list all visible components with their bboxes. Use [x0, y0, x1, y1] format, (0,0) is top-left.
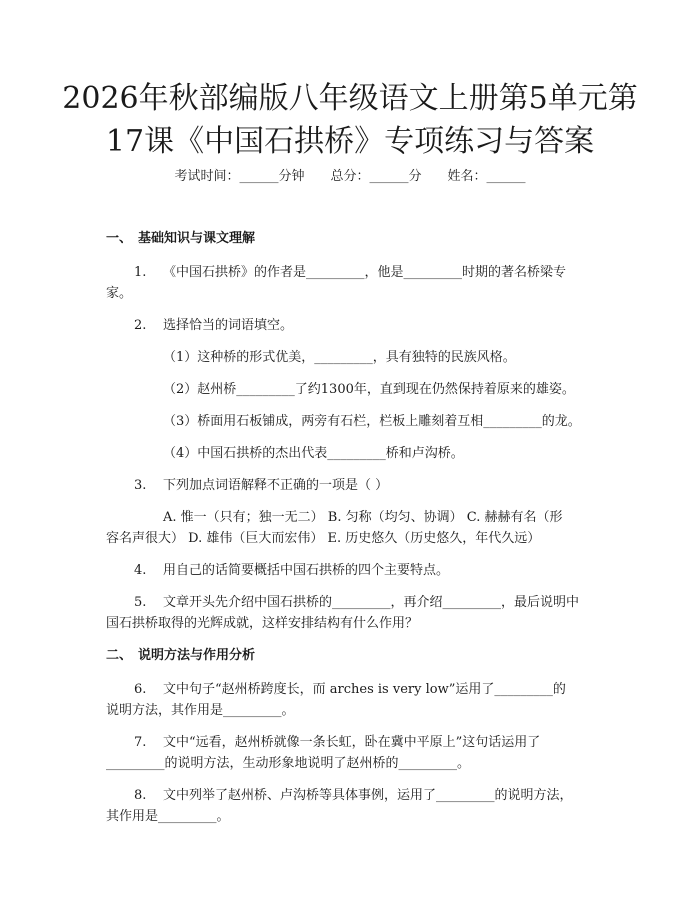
question-2-subitem-2: （2）赵州桥_________了约1300年，直到现在仍然保持着原来的雄姿。	[163, 382, 575, 397]
question-7-line-2: _________的说明方法，生动形象地说明了赵州桥的_________。	[106, 756, 471, 771]
question-text: 下列加点词语解释不正确的一项是（ ）	[163, 478, 389, 493]
question-number: 2.	[134, 318, 147, 333]
question-text: 文中“远看，赵州桥就像一条长虹，卧在冀中平原上”这句话运用了	[163, 735, 541, 750]
exam-info	[0, 168, 700, 186]
question-3-options-line-2: 容名声很大） D. 雄伟（巨大而宏伟） E. 历史悠久（历史悠久，年代久远）	[106, 531, 541, 546]
question-text: 文中列举了赵州桥、卢沟桥等具体事例，运用了_________的说明方法，	[163, 788, 573, 803]
question-text: 选择恰当的词语填空。	[163, 318, 294, 333]
section-title: 说明方法与作用分析	[138, 648, 256, 663]
question-1-line-1	[134, 264, 566, 282]
question-number: 5.	[134, 595, 147, 610]
question-text: 《中国石拱桥》的作者是_________，他是_________时期的著名桥梁专	[163, 265, 567, 280]
exam-name: 姓名：______	[447, 169, 526, 184]
question-text: 文章开头先介绍中国石拱桥的_________，再介绍_________，最后说明中	[163, 595, 580, 610]
section-heading	[106, 647, 255, 665]
question-6-line-1	[134, 681, 566, 699]
section-heading	[106, 230, 255, 248]
question-2-subitem-4: （4）中国石拱桥的杰出代表_________桥和卢沟桥。	[163, 446, 464, 461]
question-2-line-1	[134, 317, 293, 335]
question-number: 6.	[134, 682, 147, 697]
question-2-subitem-3: （3）桥面用石板铺成，两旁有石栏，栏板上雕刻着互相_________的龙。	[163, 414, 581, 429]
document-title-line-1: 2026年秋部编版八年级语文上册第5单元第	[62, 81, 638, 116]
question-8-line-2: 其作用是_________。	[106, 809, 230, 824]
section-number: 一、	[106, 231, 133, 246]
question-3-line-1	[134, 477, 388, 495]
question-5-line-1	[134, 594, 579, 612]
section-title: 基础知识与课文理解	[138, 231, 256, 246]
exam-time: 考试时间：______分钟	[174, 169, 305, 184]
document-title-line-2: 17课《中国石拱桥》专项练习与答案	[105, 124, 595, 159]
question-number: 4.	[134, 563, 147, 578]
question-4-line-1	[134, 562, 449, 580]
question-6-line-2: 说明方法，其作用是_________。	[106, 703, 295, 718]
question-1-line-2: 家。	[106, 286, 133, 301]
question-5-line-2: 国石拱桥取得的光辉成就，这样安排结构有什么作用？	[106, 616, 419, 631]
question-text: 文中句子“赵州桥跨度长，而 arches is very low”运用了_________的	[163, 682, 566, 697]
question-2-subitem-1: （1）这种桥的形式优美，_________，具有独特的民族风格。	[163, 350, 516, 365]
question-number: 7.	[134, 735, 147, 750]
question-number: 3.	[134, 478, 147, 493]
question-8-line-1	[134, 787, 573, 805]
question-3-options-line-1: A. 惟一（只有；独一无二） B. 匀称（均匀、协调） C. 赫赫有名（形	[163, 510, 563, 525]
question-number: 8.	[134, 788, 147, 803]
question-7-line-1	[134, 734, 540, 752]
section-number: 二、	[106, 648, 133, 663]
question-number: 1.	[134, 265, 147, 280]
question-text: 用自己的话简要概括中国石拱桥的四个主要特点。	[163, 563, 450, 578]
exam-score: 总分：______分	[330, 169, 422, 184]
